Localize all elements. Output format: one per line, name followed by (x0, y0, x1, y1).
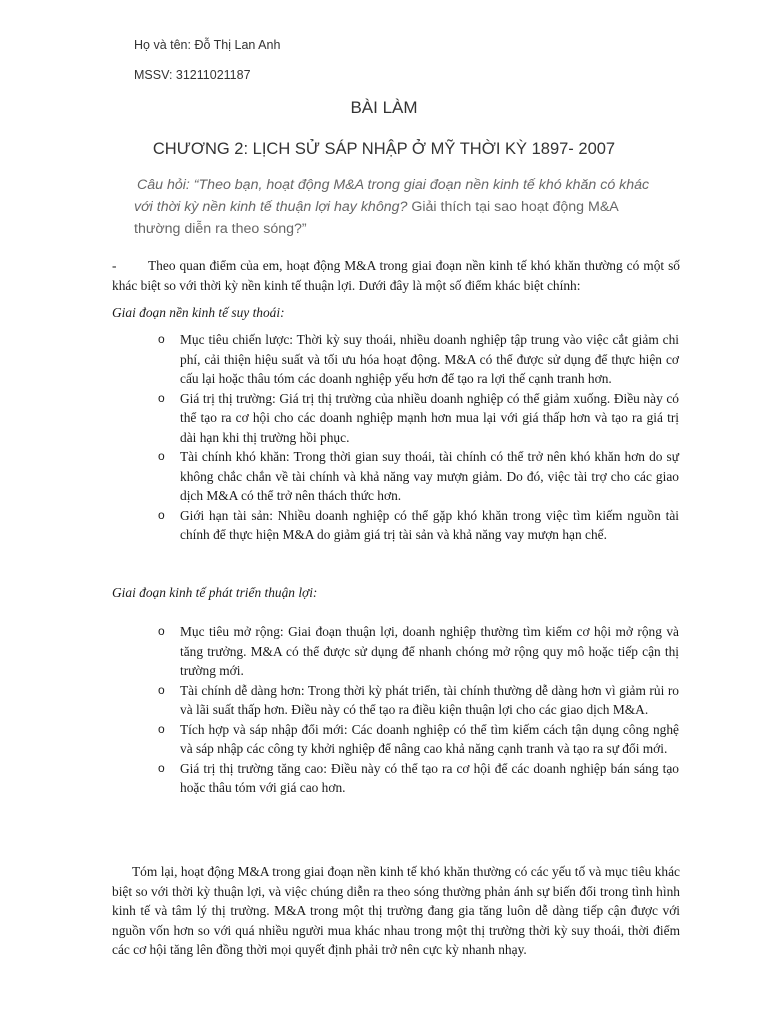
bullet-icon: o (158, 624, 165, 638)
recession-list (158, 330, 679, 545)
bullet-icon: o (158, 507, 165, 522)
question-plain: Giải thích tại sao hoạt động M&A thường diễn ra theo sóng?” (134, 199, 618, 237)
section-heading-growth: Giai đoạn kinh tế phát triển thuận lợi: (112, 585, 318, 600)
intro-paragraph (112, 256, 680, 295)
bullet-icon: o (158, 390, 165, 405)
list-item (158, 720, 679, 759)
list-item (158, 389, 679, 448)
chapter-heading: CHƯƠNG 2: LỊCH SỬ SÁP NHẬP Ở MỸ THỜI KỲ 1897- 2007 (152, 140, 616, 158)
list-item (158, 681, 679, 720)
list-item-text: Tích hợp và sáp nhập đổi mới: Các doanh nghiệp có thể tìm kiếm cách tận dụng công nghệ và sáp nhập các công ty khởi nghiệp để nâng cao khả năng cạnh tranh và tạo ra sự đổi mới. (180, 721, 679, 756)
bullet-icon: o (158, 760, 165, 775)
question-italic: Câu hỏi: “Theo bạn, hoạt động M&A trong giai đoạn nền kinh tế khó khăn có khác với thời kỳ nền kinh tế thuận lợi hay không? (134, 177, 650, 215)
student-name: Họ và tên: Đỗ Thị Lan Anh (134, 38, 281, 52)
dash-bullet: - (112, 258, 117, 273)
page-title: BÀI LÀM (350, 98, 418, 117)
bullet-icon: o (158, 721, 165, 736)
list-item-text: Mục tiêu mở rộng: Giai đoạn thuận lợi, doanh nghiệp thường tìm kiếm cơ hội mở rộng và tăng trưởng. M&A có thể được sử dụng để nhanh chóng mở rộng quy mô hoặc tiếp cận thị trường mới. (180, 624, 679, 678)
list-item (158, 506, 679, 545)
list-item (158, 447, 679, 506)
bullet-icon: o (158, 332, 165, 346)
list-item (158, 759, 679, 798)
list-item-text: Tài chính khó khăn: Trong thời gian suy thoái, tài chính có thể trở nên khó khăn hơn do sự không chắc chắn về tài chính và khả năng vay mượn giảm. Do đó, việc tài trợ cho các giao dịch M&A có thể trở nên thách thức hơn. (180, 449, 679, 503)
intro-text: Theo quan điểm của em, hoạt động M&A trong giai đoạn nền kinh tế khó khăn thường có một số khác biệt so với thời kỳ nền kinh tế thuận lợi. Dưới đây là một số điểm khác biệt chính: (112, 258, 680, 293)
question-paragraph (134, 174, 654, 240)
bullet-icon: o (158, 449, 165, 463)
list-item-text: Giá trị thị trường: Giá trị thị trường của nhiều doanh nghiệp có thể giảm xuống. Điều này có thể tạo ra cơ hội cho các doanh nghiệp mạnh hơn mua lại với giá thấp hơn và tạo ra giá trị dài hạn khi thị trường hồi phục. (180, 390, 679, 445)
student-id: MSSV: 31211021187 (134, 68, 251, 82)
list-item-text: Tài chính dễ dàng hơn: Trong thời kỳ phát triển, tài chính thường dễ dàng hơn vì giảm rủi ro và lãi suất thấp hơn. Điều này có thể tạo ra điều kiện thuận lợi cho các giao dịch M&A. (180, 682, 679, 717)
list-item (158, 330, 679, 389)
conclusion-paragraph: Tóm lại, hoạt động M&A trong giai đoạn nền kinh tế khó khăn thường có các yếu tố và mục tiêu khác biệt so với thời kỳ thuận lợi, và việc chúng diễn ra theo sóng thường phản ánh sự biến đổi trong tình hình kinh tế và tâm lý thị trường. M&A trong một thị trường đang gia tăng luôn dễ dàng tiếp cận được với nguồn vốn hơn so với quá nhiều người mua khác nhau trong một thị trường thời kỳ suy thoái, thời điểm các cơ hội tăng lên đồng thời mọi quyết định phải trở nên cực kỳ nhanh nhạy. (112, 864, 680, 957)
growth-list (158, 622, 679, 798)
section-heading-recession: Giai đoạn nền kinh tế suy thoái: (112, 305, 285, 320)
list-item (158, 622, 679, 681)
bullet-icon: o (158, 682, 165, 697)
list-item-text: Giới hạn tài sản: Nhiều doanh nghiệp có thể gặp khó khăn trong việc tìm kiếm nguồn tài chính để thực hiện M&A do giảm giá trị tài sản và khả năng vay mượn hạn chế. (180, 507, 679, 542)
list-item-text: Mục tiêu chiến lược: Thời kỳ suy thoái, nhiều doanh nghiệp tập trung vào việc cắt giảm chi phí, cải thiện hiệu suất và tối ưu hóa hoạt động. M&A có thể được sử dụng để thực hiện cơ cấu lại hoặc thâu tóm các doanh nghiệp yếu hơn để tạo ra lợi thế cạnh tranh hơn. (180, 332, 679, 386)
list-item-text: Giá trị thị trường tăng cao: Điều này có thể tạo ra cơ hội để các doanh nghiệp bán sáng tạo hoặc thâu tóm với giá cao hơn. (180, 760, 679, 795)
